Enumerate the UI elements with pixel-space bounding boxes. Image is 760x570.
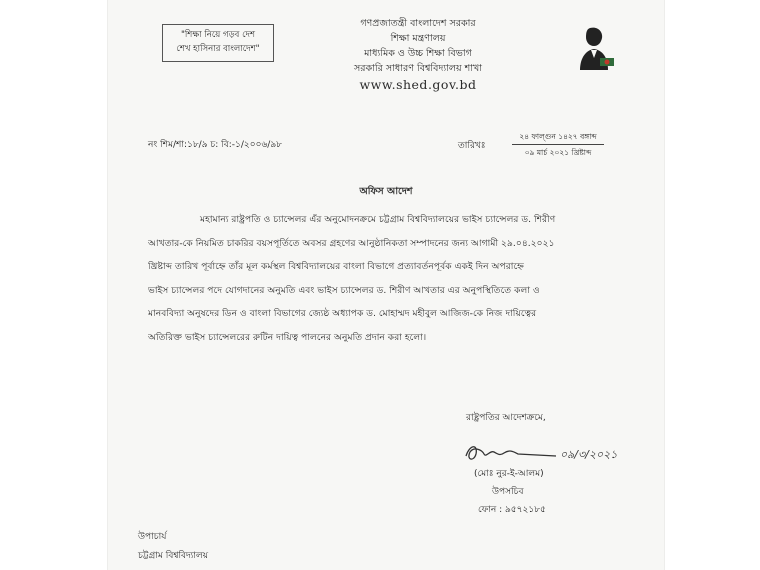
body-line: ভাইস চ্যান্সেলর পদে যোগদানের অনুমতি এবং ভাইস চ্যান্সেলর ড. শিরীণ আখতার এর অনুপস্থিতিতে কলা ও [148,284,540,296]
ministry-name: শিক্ষা মন্ত্রণালয় [390,33,446,44]
office-order-document [108,0,664,570]
body-line: আখতার-কে নিয়মিত চাকরির বয়সপূর্তিতে অবসর গ্রহণের আনুষ্ঠানিকতা সম্পাদনের জন্য আগামী ২৯.০৪.২০২১ [148,237,555,249]
body-line: অতিরিক্ত ভাইস চ্যান্সেলরের রুটিন দায়িত্ব পালনের অনুমতি প্রদান করা হলো। [148,331,427,343]
signatory-phone: ফোন : ৯৫৭২১৮৫ [478,505,546,515]
recipient-block [138,528,208,566]
reference-number: নং শিম/শা:১৮/৯ চ: বি:-১/২০০৬/৯৮ [148,140,283,150]
portrait-logo-icon [570,24,620,74]
body-line: মানববিদ্যা অনুষদের ডিন ও বাংলা বিভাগের জ্যেষ্ঠ অধ্যাপক ড. মোহাম্মদ মহীবুল আজিজ-কে নিজ দায়িত্বের [148,308,537,319]
recipient-institution: চট্টগ্রাম বিশ্ববিদ্যালয় [138,551,209,561]
slogan-line-2: শেখ হাসিনার বাংলাদেশ" [176,44,260,54]
signatory-name: (মোঃ নুর-ই-আলম) [474,469,544,479]
document-title: অফিস আদেশ [359,186,413,197]
signatory-designation: উপসচিব [492,487,524,497]
date-gregorian: ০৯ মার্চ ২০২১ খ্রিষ্টাব্দ [524,148,592,157]
order-of-president: রাষ্ট্রপতির আদেশক্রমে, [466,413,546,423]
slogan-box [162,24,274,62]
date-bangla: ২৪ ফাল্গুন ১৪২৭ বঙ্গাব্দ [512,130,604,145]
division-name: মাধ্যমিক ও উচ্চ শিক্ষা বিভাগ [364,48,472,59]
government-name: গণপ্রজাতন্ত্রী বাংলাদেশ সরকার [360,18,476,29]
branch-name: সরকারি সাধারণ বিশ্ববিদ্যালয় শাখা [354,63,482,74]
slogan-line-1: "শিক্ষা নিয়ে গড়ব দেশ [180,30,256,40]
letterhead [318,16,518,94]
signature-date: ০৯/৩/২০২১ [560,448,618,461]
date-box [512,130,604,159]
signature-mark [460,438,620,468]
date-label: তারিখঃ [458,141,486,151]
order-body [148,208,614,349]
body-line: মহামান্য রাষ্ট্রপতি ও চ্যান্সেলর এঁর অনুমোদনক্রমে চট্টগ্রাম বিশ্ববিদ্যালয়ের ভাইস চ্যান্সেলর ড. শিরীণ [200,214,556,225]
body-line: খ্রিষ্টাব্দ তারিখ পূর্বাহ্নে তাঁর মূল কর্মস্থল বিশ্ববিদ্যালয়ের বাংলা বিভাগে প্রত্যাবর্তনপূর্বক একই দিন অপরাহ্নে [148,261,524,272]
website-link[interactable]: www.shed.gov.bd [359,77,477,92]
recipient-title: উপাচার্য [138,532,167,542]
